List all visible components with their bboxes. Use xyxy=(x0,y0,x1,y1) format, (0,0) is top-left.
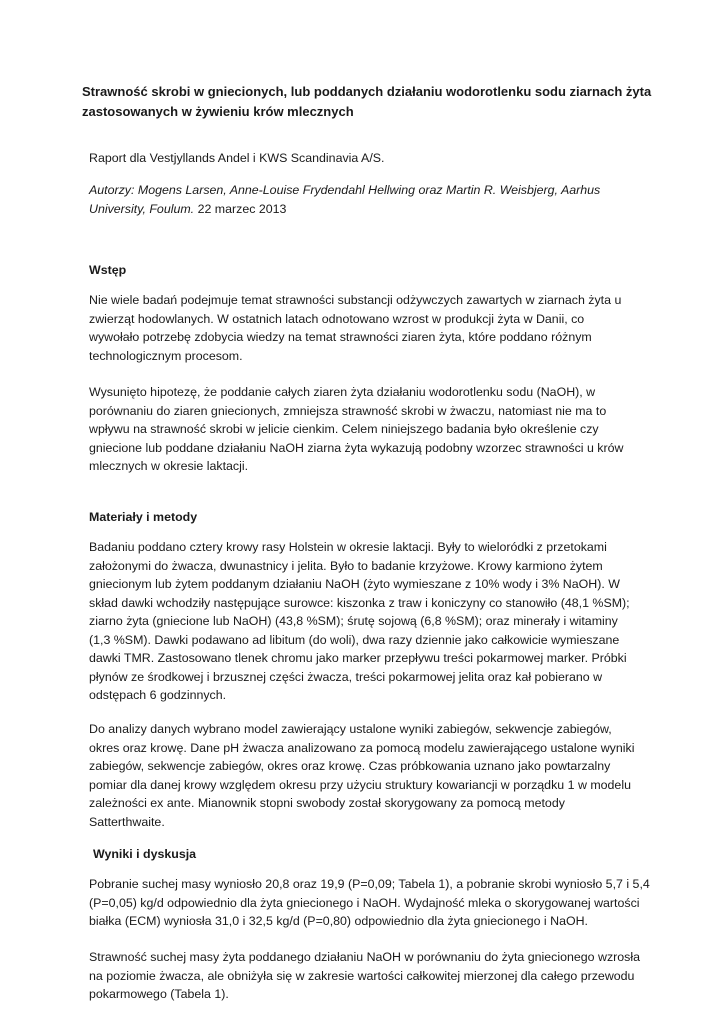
paragraph-line: pomiar dla danej krowy względem okresu przy użyciu struktury kowariancji w porządku 1 w modelu xyxy=(89,777,631,792)
results-paragraph-2 xyxy=(89,948,645,1004)
paragraph-line: Strawność suchej masy żyta poddanego działaniu NaOH w porównaniu do żyta gniecionego wzrosła xyxy=(89,950,641,964)
paragraph-line: skład dawki wchodziły następujące surowce: kiszonka z traw i koniczyny co stanowiło (48,1 %SM); xyxy=(89,595,630,610)
paragraph-line: odstępach 6 godzinnych. xyxy=(89,688,227,702)
intro-paragraph-2 xyxy=(89,383,645,476)
paragraph-line: założonymi do żwacza, dwunastnicy i jelita. Było to badanie krzyżowe. Krowy karmiono żytem xyxy=(89,558,603,573)
paragraph-line: zależności ex ante. Mianownik stopni swobody został skorygowany za pomocą metody xyxy=(89,796,565,810)
paragraph-line: mlecznych w okresie laktacji. xyxy=(89,459,249,473)
intro-paragraph-1 xyxy=(89,291,645,365)
paragraph-line: Pobranie suchej masy wyniosło 20,8 oraz 19,9 (P=0,09; Tabela 1), a pobranie skrobi wyniosło 5,7 i 5,4 xyxy=(89,877,650,891)
paragraph-line: technologicznym procesom. xyxy=(89,348,243,363)
methods-paragraph-1 xyxy=(89,538,645,705)
report-note: Raport dla Vestjyllands Andel i KWS Scandinavia A/S. xyxy=(89,151,385,165)
paragraph-line: wywołało potrzebę zdobycia wiedzy na temat strawności ziaren żyta, które poddano różnym xyxy=(89,330,592,344)
results-paragraph-1 xyxy=(89,875,650,931)
paragraph-line: ziarno żyta (gniecione lub NaOH) (43,8 %SM); śrutę sojową (6,8 %SM); oraz minerały i witaminy xyxy=(89,614,618,628)
paragraph-line: płynów ze środkowej i brzusznej części żwacza, treści pokarmowej jelita oraz kał pobierano w xyxy=(89,669,603,684)
paragraph-line: zwierząt hodowlanych. W ostatnich latach odnotowano wzrost w produkcji żyta w Danii, co xyxy=(89,311,585,326)
authors-line xyxy=(89,181,649,218)
paragraph-line: Satterthwaite. xyxy=(89,814,165,829)
paragraph-line: pokarmowego (Tabela 1). xyxy=(89,987,229,1001)
paragraph-line: białka (ECM) wyniosła 31,0 i 32,5 kg/d (P=0,80) odpowiednio dla żyta gniecionego i NaOH. xyxy=(89,914,588,928)
title-line: Strawność skrobi w gniecionych, lub poddanych działaniu wodorotlenku sodu ziarnach żyta xyxy=(82,84,652,99)
paragraph-line: porównaniu do ziaren gniecionych, zmniejsza strawność skrobi w żwaczu, natomiast nie ma to xyxy=(89,403,607,418)
paragraph-line: Badaniu poddano cztery krowy rasy Holstein w okresie laktacji. Były to wieloródki z przetokami xyxy=(89,540,607,554)
authors-affiliation-line xyxy=(89,200,649,219)
section-heading-results: Wyniki i dyskusja xyxy=(93,847,197,861)
section-heading-intro: Wstęp xyxy=(89,263,127,277)
paragraph-line: zabiegów, sekwencje zabiegów, okres oraz krowę. Czas próbkowania uznano jako powtarzalny xyxy=(89,759,611,773)
paragraph-line: Wysunięto hipotezę, że poddanie całych ziaren żyta działaniu wodorotlenku sodu (NaOH), w xyxy=(89,385,596,399)
methods-paragraph-2 xyxy=(89,720,645,831)
report-date: 22 marzec 2013 xyxy=(194,201,287,216)
authors-names: Autorzy: Mogens Larsen, Anne-Louise Frydendahl Hellwing oraz Martin R. Weisbjerg, Aarhus xyxy=(89,183,601,197)
authors-affiliation: University, Foulum. xyxy=(89,201,195,216)
paragraph-line: (1,3 %SM). Dawki podawano ad libitum (do woli), dwa razy dziennie jako całkowicie wymieszane xyxy=(89,632,620,647)
authors-text xyxy=(89,181,649,200)
paragraph-line: gniecionym lub żytem poddanym działaniu NaOH (żyto wymieszane z 10% wody i 3% NaOH). W xyxy=(89,577,620,591)
paragraph-line: okres oraz krowę. Dane pH żwacza analizowano za pomocą modelu zawierającego ustalone wyniki xyxy=(89,740,635,755)
paragraph-line: wpływu na strawność skrobi w jelicie cienkim. Celem niniejszego badania było określenie czy xyxy=(89,422,599,436)
paragraph-line: Nie wiele badań podejmuje temat strawności substancji odżywczych zawartych w ziarnach żyta u xyxy=(89,293,622,307)
paragraph-line: gniecione lub poddane działaniu NaOH ziarna żyta wykazują podobny wzorzec strawności u krów xyxy=(89,440,624,455)
paragraph-line: na poziomie żwacza, ale obniżyła się w zakresie wartości całkowitej mierzonej dla całego przewodu xyxy=(89,968,635,983)
paragraph-line: Do analizy danych wybrano model zawierający ustalone wyniki zabiegów, sekwencje zabiegów, xyxy=(89,722,612,736)
document-title xyxy=(82,82,662,122)
paragraph-line: (P=0,05) kg/d odpowiednio dla żyta gniecionego i NaOH. Wydajność mleka o skorygowanej wartości xyxy=(89,895,640,910)
title-line: zastosowanych w żywieniu krów mlecznych xyxy=(82,104,354,119)
section-heading-methods: Materiały i metody xyxy=(89,510,198,524)
paragraph-line: dawki TMR. Zastosowano tlenek chromu jako marker przepływu treści pokarmowej marker. Próbki xyxy=(89,651,627,665)
